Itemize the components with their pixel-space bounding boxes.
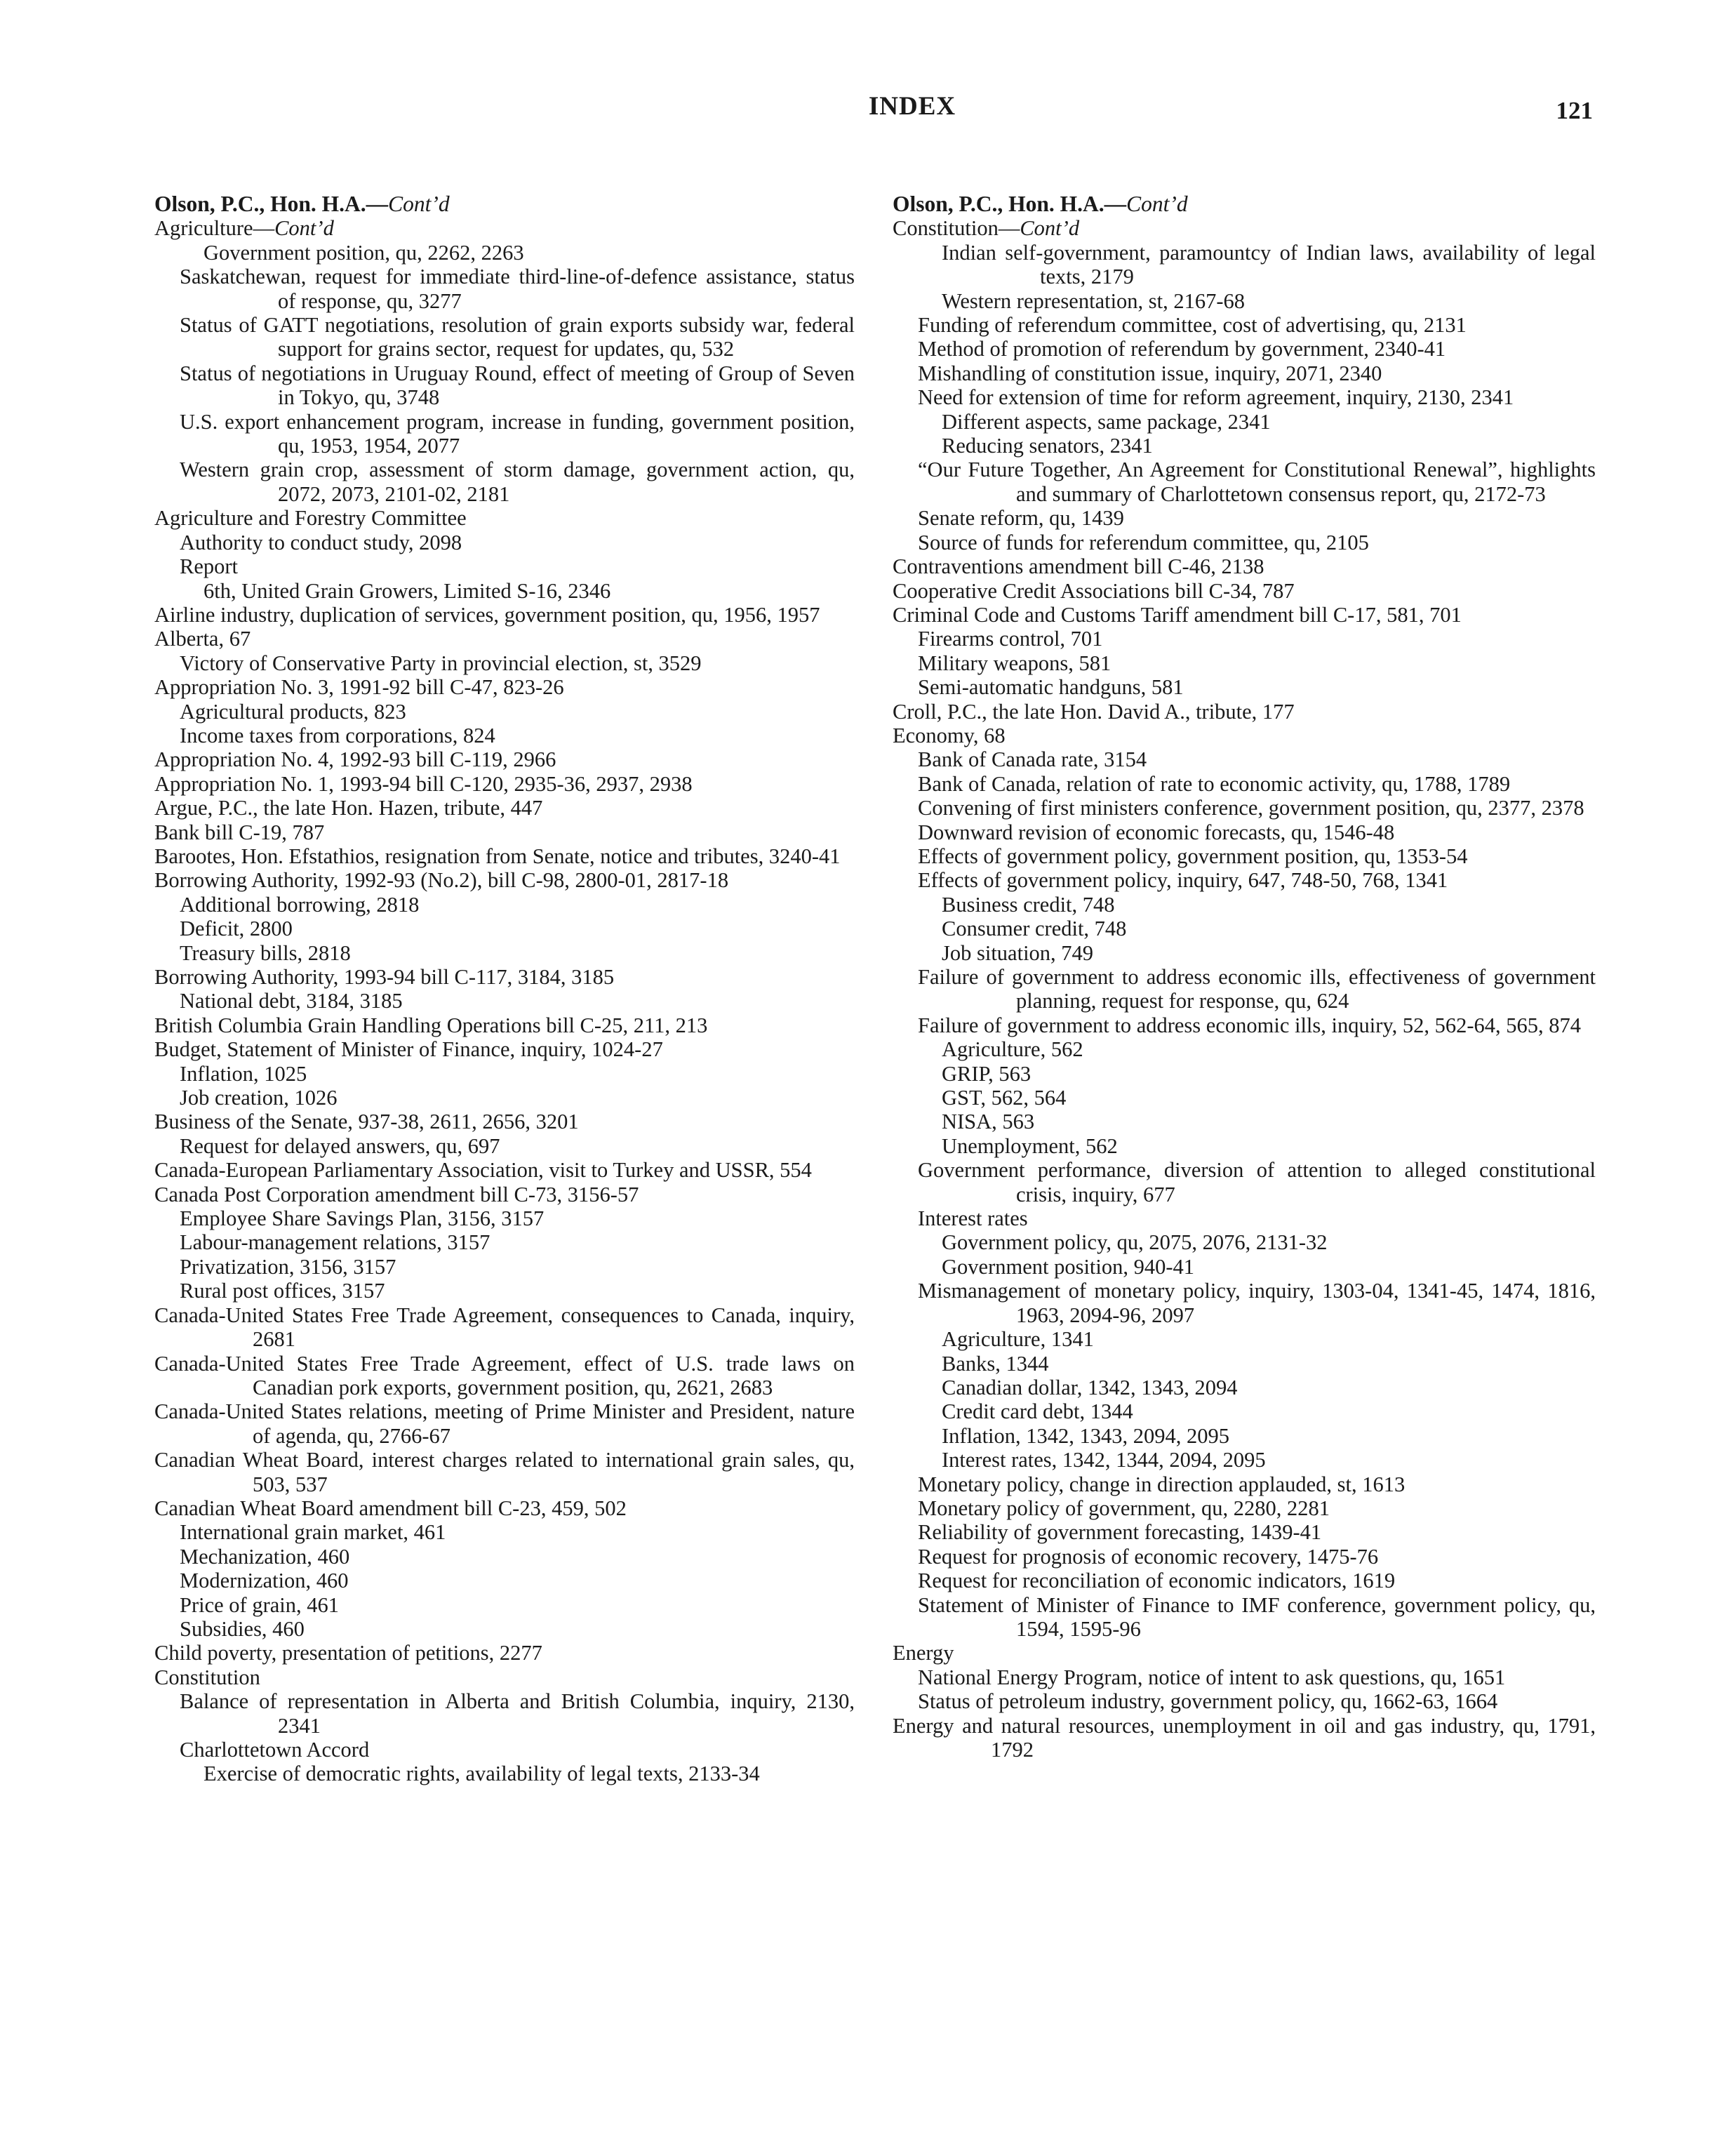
right-column	[893, 192, 1596, 1762]
index-entry	[893, 434, 1596, 458]
index-entry-text: Price of grain, 461	[180, 1592, 339, 1617]
index-entry-text: Alberta, 67	[154, 627, 251, 651]
index-entry	[154, 1520, 855, 1544]
index-entry-text: Failure of government to address economic ills, inquiry, 52, 562-64, 565, 874	[918, 1013, 1582, 1037]
index-entry-text: Report	[180, 554, 239, 579]
index-entry	[893, 1665, 1596, 1689]
index-entry-text: Balance of representation in Alberta and British Columbia, inquiry, 2130, 2341	[180, 1689, 855, 1738]
index-entry	[154, 1086, 855, 1110]
index-heading	[893, 192, 1596, 216]
index-entry-text: Agricultural products, 823	[180, 699, 406, 724]
index-entry	[154, 1399, 855, 1448]
index-entry-text: Privatization, 3156, 3157	[180, 1254, 396, 1279]
index-entry-continued: Cont’d	[388, 192, 450, 216]
index-entry-text: Appropriation No. 4, 1992-93 bill C-119, 2966	[154, 747, 556, 772]
index-entry	[893, 1593, 1596, 1642]
index-entry-text: Borrowing Authority, 1993-94 bill C-117, 3184, 3185	[154, 965, 615, 989]
index-entry-text: Credit card debt, 1344	[942, 1399, 1133, 1424]
index-entry-text: Treasury bills, 2818	[180, 940, 351, 965]
index-entry	[154, 1738, 855, 1762]
index-entry	[154, 651, 855, 675]
index-entry-text: Government position, qu, 2262, 2263	[203, 240, 524, 265]
index-entry	[154, 1279, 855, 1303]
index-entry-text: Appropriation No. 3, 1991-92 bill C-47, 823-26	[154, 675, 564, 700]
index-entry	[893, 241, 1596, 289]
index-entry	[154, 603, 855, 627]
index-entry-text: Bank of Canada rate, 3154	[918, 747, 1147, 772]
index-entry	[893, 1448, 1596, 1472]
index-entry-text: Interest rates	[918, 1206, 1028, 1231]
index-entry-text: Appropriation No. 1, 1993-94 bill C-120, 2935-36, 2937, 2938	[154, 771, 693, 796]
index-entry	[893, 1279, 1596, 1327]
index-entry	[893, 1255, 1596, 1279]
index-entry-text: Bank bill C-19, 787	[154, 820, 325, 844]
index-entry-text: Canada-United States relations, meeting of Prime Minister and President, nature of agenda, qu, 2766-67	[154, 1399, 855, 1448]
index-entry	[893, 1424, 1596, 1448]
index-entry	[154, 917, 855, 940]
index-entry	[893, 1472, 1596, 1496]
index-entry-text: Labour-management relations, 3157	[180, 1230, 490, 1255]
index-entry	[154, 458, 855, 506]
index-entry	[154, 1545, 855, 1569]
index-entry	[154, 627, 855, 651]
index-entry-text: National debt, 3184, 3185	[180, 989, 403, 1013]
index-entry	[154, 989, 855, 1013]
index-entry	[893, 747, 1596, 771]
index-entry	[893, 313, 1596, 337]
index-entry	[893, 1641, 1596, 1665]
index-entry	[893, 410, 1596, 434]
index-entry-text: Canadian dollar, 1342, 1343, 2094	[942, 1375, 1238, 1399]
index-entry-text: Failure of government to address economic ills, effectiveness of government planning, request for response, qu, 624	[918, 965, 1596, 1013]
index-entry-text: Constitution—	[893, 216, 1020, 241]
index-entry	[893, 796, 1596, 820]
index-entry-text: Energy	[893, 1641, 954, 1665]
index-entry	[154, 675, 855, 699]
index-entry	[154, 1230, 855, 1254]
index-entry-text: “Our Future Together, An Agreement for Constitutional Renewal”, highlights and summary of Charlottetown consensus report, qu, 2172-73	[918, 458, 1596, 506]
index-entry-text: U.S. export enhancement program, increase in funding, government position, qu, 1953, 1954, 2077	[180, 409, 855, 458]
index-entry-text: Monetary policy, change in direction applauded, st, 1613	[918, 1472, 1406, 1496]
index-entry	[154, 796, 855, 820]
index-entry	[154, 1062, 855, 1086]
index-entry	[893, 554, 1596, 578]
index-entry	[154, 1206, 855, 1230]
index-entry	[893, 1376, 1596, 1399]
index-entry-text: Mishandling of constitution issue, inquiry, 2071, 2340	[918, 361, 1382, 385]
index-entry-text: Croll, P.C., the late Hon. David A., tribute, 177	[893, 699, 1295, 724]
index-entry	[154, 1496, 855, 1520]
index-entry	[893, 627, 1596, 651]
index-entry-text: Government position, 940-41	[942, 1254, 1195, 1279]
index-entry-text: Banks, 1344	[942, 1351, 1049, 1376]
index-entry-text: Airline industry, duplication of services, government position, qu, 1956, 1957	[154, 602, 820, 627]
index-entry-text: Mismanagement of monetary policy, inquiry, 1303-04, 1341-45, 1474, 1816, 1963, 2094-96, 2097	[918, 1279, 1596, 1327]
index-entry	[893, 1062, 1596, 1086]
index-entry	[893, 1206, 1596, 1230]
index-entry	[893, 965, 1596, 1013]
index-entry-continued: Cont’d	[274, 216, 334, 241]
index-entry	[893, 868, 1596, 892]
index-entry	[893, 1545, 1596, 1569]
index-entry-text: Child poverty, presentation of petitions, 2277	[154, 1641, 542, 1665]
index-entry-text: Canada-European Parliamentary Association, visit to Turkey and USSR, 554	[154, 1158, 812, 1183]
index-entry-text: Government policy, qu, 2075, 2076, 2131-32	[942, 1230, 1328, 1255]
index-entry-continued: Cont’d	[1020, 216, 1080, 241]
index-entry-text: Government performance, diversion of attention to alleged constitutional crisis, inquiry, 677	[918, 1158, 1596, 1206]
index-entry	[893, 1496, 1596, 1520]
index-entry	[154, 1689, 855, 1738]
index-entry	[893, 1086, 1596, 1110]
index-entry	[154, 747, 855, 771]
index-entry-text: Request for prognosis of economic recovery, 1475-76	[918, 1544, 1379, 1569]
index-entry	[893, 1714, 1596, 1762]
index-entry	[154, 1183, 855, 1206]
index-entry	[893, 1037, 1596, 1061]
index-entry-text: Funding of referendum committee, cost of advertising, qu, 2131	[918, 313, 1467, 338]
index-entry-text: Borrowing Authority, 1992-93 (No.2), bill C-98, 2800-01, 2817-18	[154, 868, 729, 893]
index-entry-text: Semi-automatic handguns, 581	[918, 675, 1184, 700]
index-entry	[154, 506, 855, 530]
index-entry	[893, 603, 1596, 627]
index-entry	[893, 941, 1596, 965]
index-entry	[893, 579, 1596, 603]
index-entry-text: Downward revision of economic forecasts, qu, 1546-48	[918, 820, 1395, 844]
index-entry	[154, 1303, 855, 1352]
index-entry-text: Reducing senators, 2341	[942, 434, 1153, 458]
index-entry-text: Olson, P.C., Hon. H.A.—	[893, 192, 1127, 216]
index-entry	[154, 893, 855, 917]
index-entry-text: Different aspects, same package, 2341	[942, 409, 1271, 434]
index-entry-text: Status of petroleum industry, government policy, qu, 1662-63, 1664	[918, 1689, 1498, 1714]
index-entry-text: Agriculture, 1341	[942, 1327, 1094, 1352]
index-entry-text: Bank of Canada, relation of rate to economic activity, qu, 1788, 1789	[918, 771, 1511, 796]
index-entry	[893, 1158, 1596, 1206]
index-entry-text: Source of funds for referendum committee, qu, 2105	[918, 530, 1369, 554]
index-entry-text: Modernization, 460	[180, 1569, 349, 1593]
index-entry	[893, 1327, 1596, 1351]
index-entry	[893, 1399, 1596, 1423]
index-entry-text: National Energy Program, notice of intent to ask questions, qu, 1651	[918, 1665, 1506, 1689]
index-entry-text: Request for delayed answers, qu, 697	[180, 1133, 500, 1158]
index-entry-text: Need for extension of time for reform agreement, inquiry, 2130, 2341	[918, 385, 1514, 410]
index-entry	[154, 1448, 855, 1496]
index-entry-text: Cooperative Credit Associations bill C-34, 787	[893, 578, 1295, 603]
index-entry-text: Request for reconciliation of economic indicators, 1619	[918, 1569, 1396, 1593]
index-entry-text: Mechanization, 460	[180, 1544, 350, 1569]
index-entry	[893, 651, 1596, 675]
index-entry-text: British Columbia Grain Handling Operations bill C-25, 211, 213	[154, 1013, 708, 1037]
index-entry	[154, 868, 855, 892]
index-entry-text: Status of negotiations in Uruguay Round, effect of meeting of Group of Seven in Tokyo, qu, 3748	[180, 361, 855, 410]
index-entry	[154, 579, 855, 603]
index-entry	[893, 458, 1596, 506]
index-entry	[154, 1617, 855, 1641]
index-entry-text: Contraventions amendment bill C-46, 2138	[893, 554, 1264, 579]
index-entry	[154, 313, 855, 361]
index-entry	[154, 1762, 855, 1785]
index-entry	[154, 1641, 855, 1665]
index-entry	[893, 361, 1596, 385]
index-entry	[893, 216, 1596, 240]
index-entry-text: Charlottetown Accord	[180, 1738, 370, 1762]
index-entry	[154, 1013, 855, 1037]
index-entry	[154, 241, 855, 265]
index-entry-text: Economy, 68	[893, 723, 1006, 747]
index-entry-text: Agriculture, 562	[942, 1037, 1083, 1062]
index-entry	[893, 531, 1596, 554]
index-entry-text: Exercise of democratic rights, availability of legal texts, 2133-34	[203, 1762, 760, 1786]
index-entry-text: Agriculture and Forestry Committee	[154, 506, 467, 531]
index-entry-text: Interest rates, 1342, 1344, 2094, 2095	[942, 1448, 1266, 1472]
index-entry-text: Monetary policy of government, qu, 2280, 2281	[918, 1496, 1330, 1520]
index-entry-text: Effects of government policy, inquiry, 647, 748-50, 768, 1341	[918, 868, 1448, 893]
index-entry-text: Indian self-government, paramountcy of Indian laws, availability of legal texts, 2179	[942, 240, 1596, 289]
index-entry-text: Rural post offices, 3157	[180, 1279, 385, 1303]
index-entry	[893, 844, 1596, 868]
index-entry	[154, 1037, 855, 1061]
index-heading	[154, 192, 855, 216]
index-entry-text: Victory of Conservative Party in provincial election, st, 3529	[180, 651, 702, 675]
index-entry	[154, 724, 855, 747]
index-entry-text: Business of the Senate, 937-38, 2611, 2656, 3201	[154, 1110, 579, 1134]
index-entry-text: 6th, United Grain Growers, Limited S-16, 2346	[203, 578, 611, 603]
index-entry	[154, 1158, 855, 1182]
index-entry	[154, 216, 855, 240]
index-entry-text: Canada-United States Free Trade Agreement, effect of U.S. trade laws on Canadian pork exports, government position, qu, 2621, 2683	[154, 1351, 855, 1399]
index-entry-text: Constitution	[154, 1665, 260, 1689]
index-entry	[893, 917, 1596, 940]
index-entry	[154, 844, 855, 868]
index-entry-text: Employee Share Savings Plan, 3156, 3157	[180, 1206, 545, 1231]
index-entry-text: Business credit, 748	[942, 892, 1115, 917]
index-entry-text: Inflation, 1342, 1343, 2094, 2095	[942, 1423, 1230, 1448]
index-entry-text: GRIP, 563	[942, 1061, 1032, 1086]
index-entry	[154, 531, 855, 554]
index-entry	[154, 1593, 855, 1617]
index-entry-text: Deficit, 2800	[180, 917, 293, 941]
index-entry-text: Argue, P.C., the late Hon. Hazen, tribute, 447	[154, 796, 543, 820]
index-entry	[893, 506, 1596, 530]
index-entry	[154, 1569, 855, 1592]
index-entry	[154, 1134, 855, 1158]
index-entry	[154, 410, 855, 458]
index-entry	[893, 772, 1596, 796]
index-entry-text: Canada Post Corporation amendment bill C-73, 3156-57	[154, 1182, 639, 1206]
index-entry-text: Criminal Code and Customs Tariff amendment bill C-17, 581, 701	[893, 602, 1462, 627]
page-number: 121	[1556, 97, 1593, 124]
index-entry-text: Olson, P.C., Hon. H.A.—	[154, 192, 389, 216]
index-entry-continued: Cont’d	[1126, 192, 1188, 216]
index-entry-text: International grain market, 461	[180, 1520, 446, 1545]
index-entry-text: Military weapons, 581	[918, 651, 1112, 675]
index-entry	[893, 893, 1596, 917]
index-entry-text: Job situation, 749	[942, 940, 1094, 965]
index-entry-text: Authority to conduct study, 2098	[180, 530, 462, 554]
index-entry	[893, 337, 1596, 361]
index-entry	[893, 1352, 1596, 1376]
index-entry	[893, 724, 1596, 747]
index-entry-text: Additional borrowing, 2818	[180, 892, 420, 917]
index-entry-text: Canadian Wheat Board amendment bill C-23, 459, 502	[154, 1496, 627, 1520]
left-column	[154, 192, 855, 1786]
index-entry	[154, 1110, 855, 1133]
index-entry	[893, 1134, 1596, 1158]
index-entry	[893, 289, 1596, 313]
index-entry	[893, 385, 1596, 409]
index-entry-text: Barootes, Hon. Efstathios, resignation from Senate, notice and tributes, 3240-41	[154, 844, 841, 868]
index-entry	[893, 700, 1596, 724]
index-entry-text: GST, 562, 564	[942, 1086, 1067, 1110]
index-entry	[154, 965, 855, 989]
index-entry	[154, 700, 855, 724]
index-entry	[154, 772, 855, 796]
index-entry-text: Energy and natural resources, unemployment in oil and gas industry, qu, 1791, 1792	[893, 1713, 1596, 1762]
page-title: INDEX	[868, 92, 956, 121]
index-entry	[154, 554, 855, 578]
index-entry	[893, 1230, 1596, 1254]
index-entry	[893, 675, 1596, 699]
index-entry-text: Status of GATT negotiations, resolution of grain exports subsidy war, federal support for grains sector, request for updates, qu, 532	[180, 313, 855, 361]
index-entry-text: Canada-United States Free Trade Agreement, consequences to Canada, inquiry, 2681	[154, 1303, 855, 1352]
index-entry	[154, 1665, 855, 1689]
index-entry	[154, 1352, 855, 1400]
index-entry	[154, 265, 855, 313]
index-entry-text: Subsidies, 460	[180, 1616, 305, 1641]
index-entry-text: Statement of Minister of Finance to IMF conference, government policy, qu, 1594, 1595-96	[918, 1592, 1596, 1641]
index-entry	[154, 361, 855, 410]
index-entry	[154, 1255, 855, 1279]
index-entry	[154, 820, 855, 844]
index-entry	[893, 1013, 1596, 1037]
index-entry-text: Senate reform, qu, 1439	[918, 506, 1124, 531]
index-entry-text: Income taxes from corporations, 824	[180, 723, 495, 747]
index-entry-text: Agriculture—	[154, 216, 275, 241]
index-entry	[154, 941, 855, 965]
index-entry	[893, 1569, 1596, 1592]
index-entry-text: Canadian Wheat Board, interest charges related to international grain sales, qu, 503, 537	[154, 1448, 855, 1496]
index-entry-text: Budget, Statement of Minister of Finance, inquiry, 1024-27	[154, 1037, 663, 1062]
index-entry	[893, 1520, 1596, 1544]
index-entry-text: Reliability of government forecasting, 1439-41	[918, 1520, 1322, 1545]
index-entry	[893, 1110, 1596, 1133]
index-entry-text: Inflation, 1025	[180, 1061, 307, 1086]
index-entry-text: NISA, 563	[942, 1110, 1035, 1134]
index-entry-text: Unemployment, 562	[942, 1133, 1118, 1158]
index-entry	[893, 1689, 1596, 1713]
index-entry-text: Western representation, st, 2167-68	[942, 288, 1246, 313]
index-entry-text: Method of promotion of referendum by government, 2340-41	[918, 337, 1446, 361]
index-entry-text: Effects of government policy, government position, qu, 1353-54	[918, 844, 1468, 868]
index-entry-text: Western grain crop, assessment of storm damage, government action, qu, 2072, 2073, 2101-02, 2181	[180, 458, 855, 506]
index-entry-text: Firearms control, 701	[918, 627, 1103, 651]
index-entry-text: Convening of first ministers conference, government position, qu, 2377, 2378	[918, 796, 1584, 820]
index-entry	[893, 820, 1596, 844]
index-entry-text: Saskatchewan, request for immediate third-line-of-defence assistance, status of response, qu, 3277	[180, 265, 855, 313]
index-entry-text: Job creation, 1026	[180, 1086, 338, 1110]
index-entry-text: Consumer credit, 748	[942, 917, 1127, 941]
